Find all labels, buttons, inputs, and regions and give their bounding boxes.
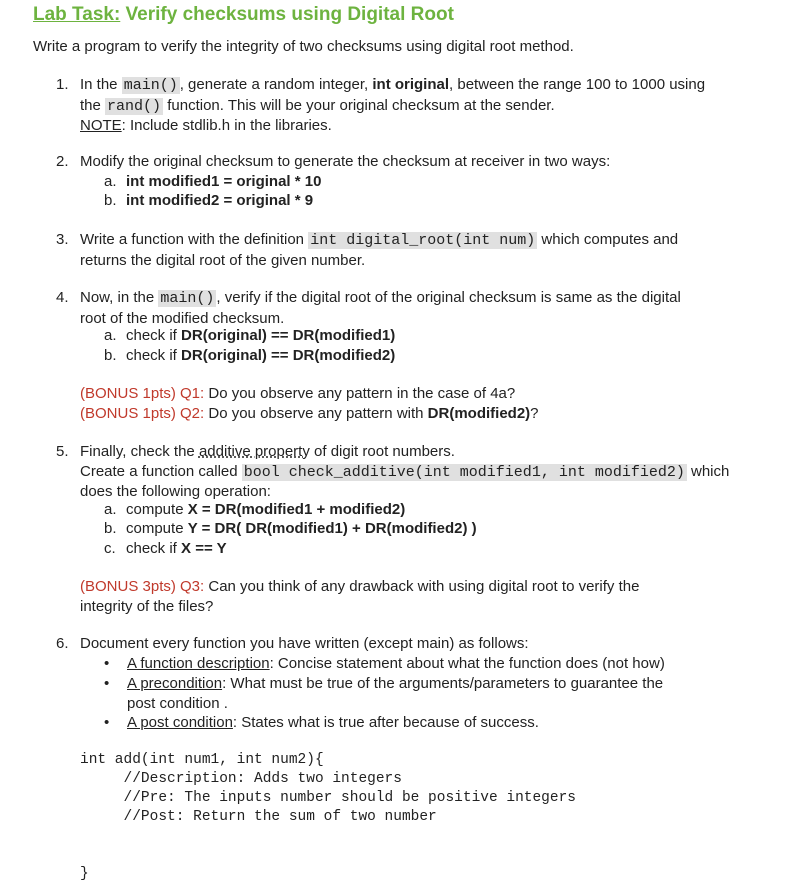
- text: , generate a random integer,: [179, 76, 373, 93]
- text: check if: [126, 347, 182, 364]
- step-2: [56, 152, 756, 172]
- text: check if: [126, 540, 182, 557]
- bonus-tag: (BONUS 1pts) Q2:: [80, 405, 205, 422]
- step-4: [56, 288, 756, 328]
- step-5: [56, 442, 776, 502]
- step-5a: [104, 500, 405, 520]
- note-label: NOTE: [80, 117, 122, 134]
- bullet-icon: •: [104, 714, 110, 731]
- additive-property-link: additive property: [198, 443, 310, 460]
- title-prefix: Lab Task:: [33, 4, 121, 25]
- bold-text: DR(modified2): [427, 405, 531, 422]
- sub-letter: a.: [104, 173, 117, 190]
- bullet-label: A function description: [127, 655, 270, 672]
- step-1: [56, 75, 756, 136]
- bullet-label: A precondition: [127, 675, 223, 692]
- code-rand: rand(): [107, 97, 162, 115]
- step-5c: [104, 539, 227, 559]
- text: the: [80, 96, 106, 114]
- bullet-function-description: [104, 654, 744, 674]
- bold-text: Y = DR( DR(modified1) + DR(modified2) ): [187, 520, 477, 537]
- code-check-additive: bool check_additive(int modified1, int modified2): [243, 463, 685, 481]
- text: Do you observe any pattern with: [204, 405, 428, 422]
- text: compute: [126, 520, 188, 537]
- sub-letter: b.: [104, 192, 117, 209]
- bullet-label: A post condition: [127, 714, 233, 731]
- text: , verify if the digital root of the original checksum is same as the digital: [216, 289, 681, 306]
- sub-letter: c.: [104, 540, 116, 557]
- text: Can you think of any drawback with using digital root to verify the: [204, 578, 640, 595]
- step-2b: [104, 191, 313, 211]
- step-number: 2.: [56, 153, 69, 170]
- code-example: [80, 751, 576, 884]
- code-line: //Pre: The inputs number should be positive integers: [80, 790, 576, 806]
- step-3: [56, 230, 756, 270]
- bold-text: X == Y: [181, 540, 227, 557]
- bonus-q2: [80, 404, 539, 424]
- bonus-tag: (BONUS 3pts) Q3:: [80, 578, 205, 595]
- code-digital-root: int digital_root(int num): [310, 232, 536, 249]
- text: Modify the original checksum to generate the checksum at receiver in two ways:: [80, 153, 611, 170]
- text: ?: [530, 405, 539, 422]
- sub-letter: b.: [104, 347, 117, 364]
- text: Write a function with the definition: [80, 231, 309, 248]
- code-line: }: [80, 866, 89, 882]
- code-line: int add(int num1, int num2){: [80, 752, 324, 768]
- code-main: main(): [123, 77, 178, 94]
- step-5b: [104, 519, 477, 539]
- text: Do you observe any pattern in the case of 4a?: [204, 385, 516, 402]
- step-4a: [104, 326, 395, 346]
- bold-text: DR(original) == DR(modified2): [181, 347, 396, 364]
- text: root of the modified checksum.: [80, 309, 285, 327]
- text: which computes and: [537, 231, 679, 248]
- text: Now, in the: [80, 289, 159, 306]
- sub-letter: a.: [104, 501, 117, 518]
- step-number: 4.: [56, 289, 69, 306]
- text: integrity of the files?: [80, 597, 214, 615]
- bold-text: int modified1 = original * 10: [126, 173, 322, 190]
- bullet-icon: •: [104, 655, 110, 672]
- bold-text: DR(original) == DR(modified1): [181, 327, 396, 344]
- step-4b: [104, 346, 395, 366]
- text: check if: [126, 327, 182, 344]
- text: Finally, check the: [80, 443, 199, 460]
- bonus-q3: [80, 577, 639, 616]
- sub-letter: b.: [104, 520, 117, 537]
- bold-text: int modified2 = original * 9: [126, 192, 314, 209]
- code-line: //Description: Adds two integers: [80, 771, 402, 787]
- bonus-tag: (BONUS 1pts) Q1:: [80, 385, 205, 402]
- note-text: : Include stdlib.h in the libraries.: [121, 117, 332, 134]
- bonus-q1: [80, 384, 515, 404]
- bullet-precondition: [104, 674, 744, 713]
- step-number: 1.: [56, 76, 69, 93]
- text: , between the range 100 to 1000 using: [449, 76, 706, 93]
- page-title: [33, 4, 454, 26]
- bold-text: X = DR(modified1 + modified2): [187, 501, 406, 518]
- code-main: main(): [160, 290, 215, 307]
- text: which: [686, 462, 730, 480]
- bold-text: int original: [372, 76, 450, 93]
- text: of digit root numbers.: [309, 443, 455, 460]
- intro-text: Write a program to verify the integrity of two checksums using digital root method.: [33, 38, 574, 55]
- step-number: 3.: [56, 231, 69, 248]
- text: compute: [126, 501, 188, 518]
- sub-letter: a.: [104, 327, 117, 344]
- step-6: [56, 634, 756, 654]
- text: In the: [80, 76, 122, 93]
- text: : States what is true after because of success.: [232, 714, 539, 731]
- text: function. This will be your original checksum at the sender.: [163, 96, 555, 114]
- step-2a: [104, 172, 321, 192]
- step-number: 6.: [56, 635, 69, 652]
- text: returns the digital root of the given number.: [80, 251, 366, 269]
- code-line: //Post: Return the sum of two number: [80, 809, 437, 825]
- text: post condition .: [127, 694, 228, 712]
- step-number: 5.: [56, 443, 69, 460]
- text: : What must be true of the arguments/parameters to guarantee the: [222, 675, 664, 692]
- text: Create a function called: [80, 462, 242, 480]
- text: : Concise statement about what the function does (not how): [269, 655, 665, 672]
- text: does the following operation:: [80, 483, 271, 500]
- title-rest: Verify checksums using Digital Root: [120, 4, 454, 25]
- text: Document every function you have written (except main) as follows:: [80, 635, 529, 652]
- bullet-icon: •: [104, 675, 110, 692]
- bullet-post-condition: [104, 713, 744, 733]
